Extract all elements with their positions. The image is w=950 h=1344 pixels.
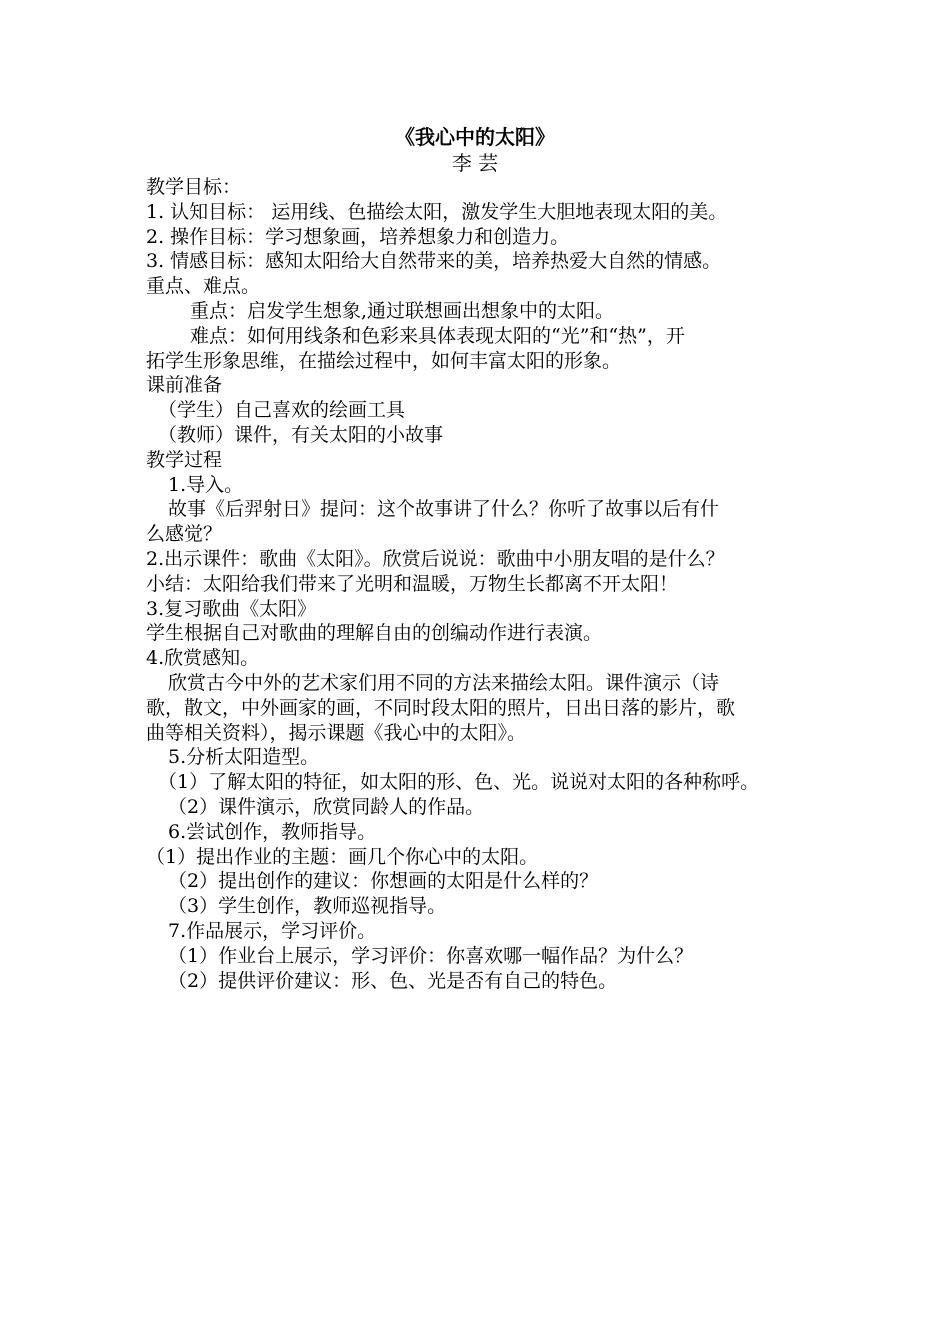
text-line: （1）作业台上展示，学习评价：你喜欢哪一幅作品？为什么？ xyxy=(168,944,694,967)
text-line: （学生）自己喜欢的绘画工具 xyxy=(158,399,406,422)
text-line: 么感觉？ xyxy=(146,523,223,546)
text-line: 拓学生形象思维，在描绘过程中，如何丰富太阳的形象。 xyxy=(146,349,622,372)
text-line: 3. 情感目标：感知太阳给大自然带来的美，培养热爱大自然的情感。 xyxy=(146,250,722,273)
text-line: 3.复习歌曲《太阳》 xyxy=(146,597,317,620)
text-line: 5.分析太阳造型。 xyxy=(168,746,320,769)
document-title: 《我心中的太阳》 xyxy=(395,125,555,149)
text-line: 故事《后羿射日》提问：这个故事讲了什么？你听了故事以后有什 xyxy=(168,498,720,521)
text-line: （2）提出创作的建议：你想画的太阳是什么样的？ xyxy=(168,870,599,893)
text-line: 重点：启发学生想象,通过联想画出想象中的太阳。 xyxy=(190,299,615,322)
text-line: 学生根据自己对歌曲的理解自由的创编动作进行表演。 xyxy=(146,622,603,645)
text-line: 1. 认知目标： 运用线、色描绘太阳，激发学生大胆地表现太阳的美。 xyxy=(146,200,728,223)
text-line: （1）了解太阳的特征，如太阳的形、色、光。说说对太阳的各种称呼。 xyxy=(158,771,760,794)
text-line: 1.导入。 xyxy=(168,473,244,496)
text-line: （1）提出作业的主题：画几个你心中的太阳。 xyxy=(146,845,539,868)
text-line: （2）课件演示，欣赏同龄人的作品。 xyxy=(168,795,485,818)
text-line: 歌，散文，中外画家的画，不同时段太阳的照片，日出日落的影片，歌 xyxy=(146,696,736,719)
text-line: 欣赏古今中外的艺术家们用不同的方法来描绘太阳。课件演示（诗 xyxy=(168,671,720,694)
text-line: （2）提供评价建议：形、色、光是否有自己的特色。 xyxy=(168,969,618,992)
document-author: 李 芸 xyxy=(451,151,499,175)
text-line: 6.尝试创作，教师指导。 xyxy=(168,820,377,843)
text-line: 7.作品展示，学习评价。 xyxy=(168,919,377,942)
text-line: 课前准备 xyxy=(146,374,223,397)
text-line: 教学过程 xyxy=(146,448,223,471)
text-line: 重点、难点。 xyxy=(146,275,261,298)
text-line: 小结：太阳给我们带来了光明和温暖，万物生长都离不开太阳！ xyxy=(146,572,679,595)
text-line: 曲等相关资料），揭示课题《我心中的太阳》。 xyxy=(146,721,527,744)
text-line: （教师）课件，有关太阳的小故事 xyxy=(158,423,444,446)
text-line: 难点：如何用线条和色彩来具体表现太阳的“光”和“热”，开 xyxy=(190,324,685,347)
text-line: 教学目标： xyxy=(146,176,242,198)
document-body xyxy=(146,175,818,993)
text-line: 2. 操作目标：学习想象画，培养想象力和创造力。 xyxy=(146,225,570,248)
text-line: 2.出示课件：歌曲《太阳》。欣赏后说说：歌曲中小朋友唱的是什么？ xyxy=(146,547,725,570)
text-line: 4.欣赏感知。 xyxy=(146,647,260,670)
text-line: （3）学生创作，教师巡视指导。 xyxy=(168,895,447,918)
